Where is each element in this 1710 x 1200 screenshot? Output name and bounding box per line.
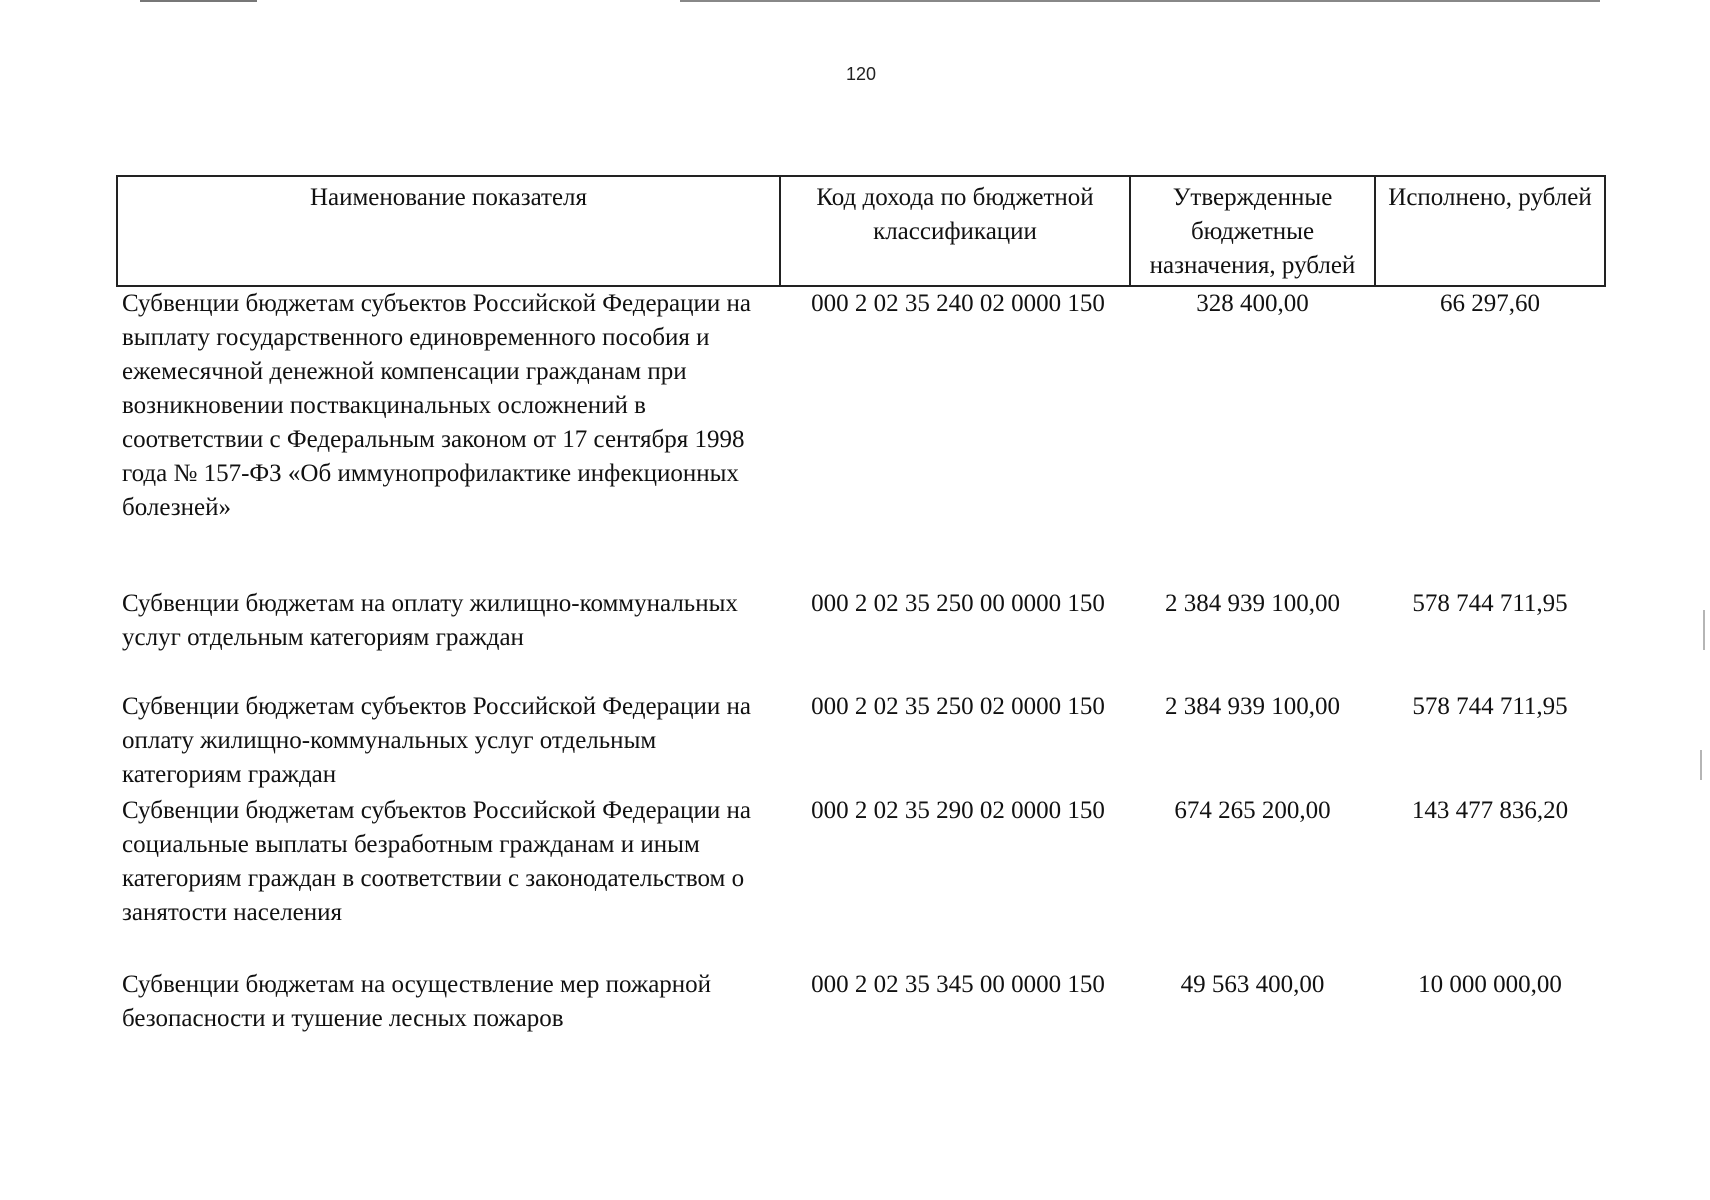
indicator-name-cell: Субвенции бюджетам на осуществление мер пожарной безопасности и тушение лесных пожаров [122, 971, 712, 1032]
header-approved-amount: Утвержденные бюджетные назначения, рублей [1130, 176, 1375, 286]
executed-amount-cell: 10 000 000,00 [1418, 971, 1562, 998]
table-header-row [117, 176, 1605, 286]
budget-revenue-table [116, 175, 1606, 1038]
approved-amount-cell: 328 400,00 [1196, 290, 1309, 317]
indicator-name-cell: Субвенции бюджетам на оплату жилищно-коммунальных услуг отдельным категориям граждан [122, 590, 738, 651]
approved-amount-cell: 49 563 400,00 [1180, 971, 1325, 998]
table-row [117, 968, 1605, 1038]
header-indicator-name: Наименование показателя [117, 176, 780, 286]
header-executed-amount: Исполнено, рублей [1375, 176, 1605, 286]
header-income-code: Код дохода по бюджетной классификации [780, 176, 1130, 286]
page-number: 120 [845, 64, 877, 84]
executed-amount-cell: 143 477 836,20 [1411, 797, 1569, 824]
income-code-cell: 000 2 02 35 250 00 0000 150 [811, 590, 1105, 617]
income-code-cell: 000 2 02 35 240 02 0000 150 [811, 290, 1105, 317]
scan-top-rule [140, 0, 1600, 2]
indicator-name-cell: Субвенции бюджетам субъектов Российской Федерации на оплату жилищно-коммунальных услуг отдельным категориям граждан [122, 693, 752, 788]
income-code-cell: 000 2 02 35 250 02 0000 150 [811, 693, 1105, 720]
table-row [117, 690, 1605, 794]
approved-amount-cell: 2 384 939 100,00 [1165, 693, 1340, 720]
table-row [117, 794, 1605, 968]
scan-edge-mark [1703, 610, 1705, 650]
income-code-cell: 000 2 02 35 290 02 0000 150 [811, 797, 1105, 824]
approved-amount-cell: 2 384 939 100,00 [1165, 590, 1340, 617]
executed-amount-cell: 578 744 711,95 [1412, 693, 1568, 720]
executed-amount-cell: 66 297,60 [1440, 290, 1540, 317]
indicator-name-cell: Субвенции бюджетам субъектов Российской Федерации на выплату государственного единовременного пособия и ежемесячной денежной компенсации гражданам при возникновении поствакцинальных осложнений в соответствии с Федеральным законом от 17 сентября 1998 года № 157-ФЗ «Об иммунопрофилактике инфекционных болезней» [122, 290, 752, 521]
approved-amount-cell: 674 265 200,00 [1174, 797, 1331, 824]
table-row [117, 587, 1605, 690]
indicator-name-cell: Субвенции бюджетам субъектов Российской Федерации на социальные выплаты безработным гражданам и иным категориям граждан в соответствии с законодательством о занятости населения [122, 797, 752, 926]
income-code-cell: 000 2 02 35 345 00 0000 150 [811, 971, 1105, 998]
executed-amount-cell: 578 744 711,95 [1412, 590, 1568, 617]
table-row [117, 286, 1605, 587]
scan-edge-mark [1700, 750, 1702, 780]
